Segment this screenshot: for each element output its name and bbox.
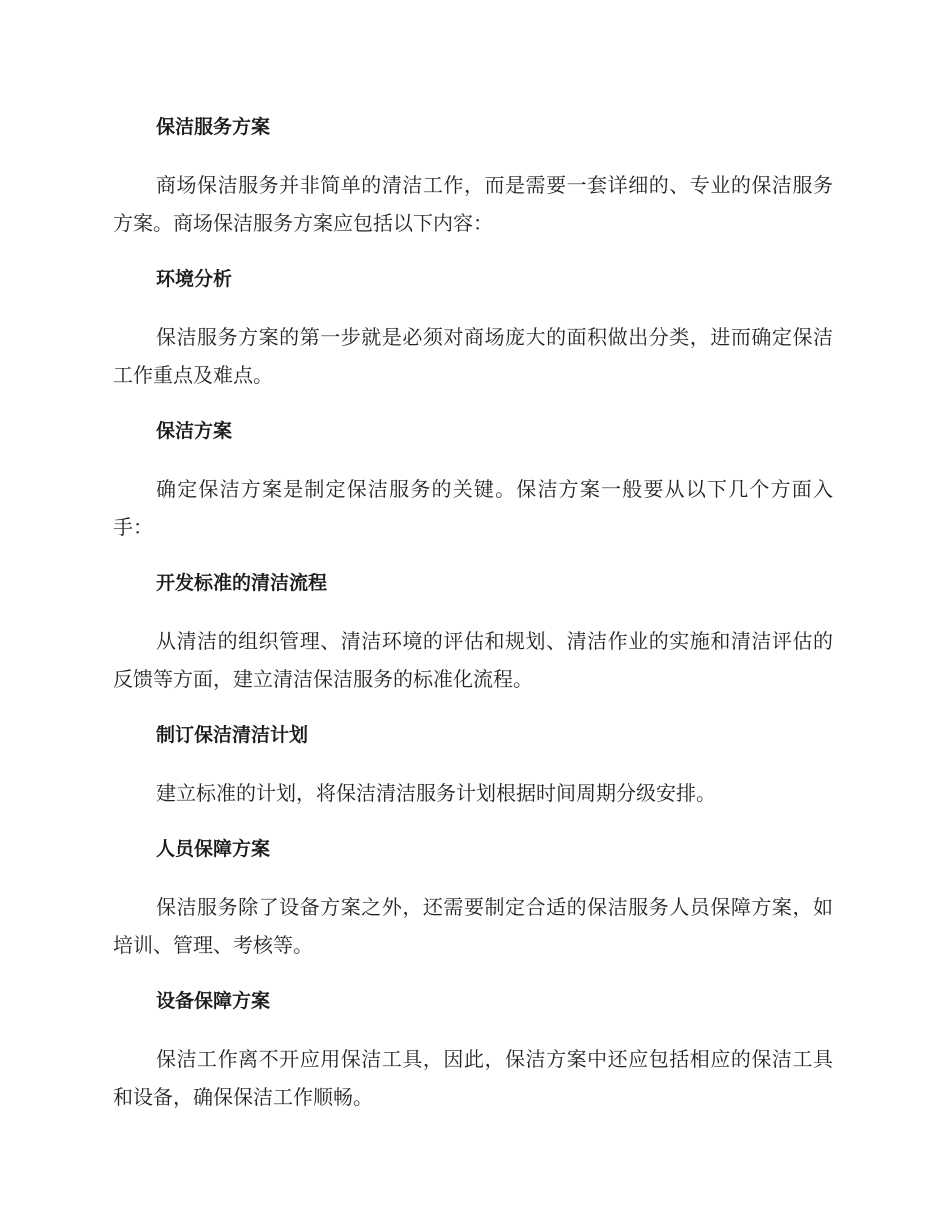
section-paragraph: 保洁工作离不开应用保洁工具，因此，保洁方案中还应包括相应的保洁工具和设备，确保保洁工作顺畅。 [113, 1047, 833, 1109]
section-staff-support [113, 830, 833, 964]
section-paragraph: 商场保洁服务并非简单的清洁工作，而是需要一套详细的、专业的保洁服务方案。商场保洁服务方案应包括以下内容： [113, 173, 833, 235]
section-heading: 开发标准的清洁流程 [156, 572, 328, 594]
section-paragraph: 建立标准的计划，将保洁清洁服务计划根据时间周期分级安排。 [156, 781, 716, 805]
section-environment-analysis [113, 260, 833, 394]
section-paragraph: 保洁服务除了设备方案之外，还需要制定合适的保洁服务人员保障方案，如培训、管理、考核等。 [113, 895, 833, 957]
section-cleaning-schedule [113, 716, 833, 812]
section-cleaning-plan [113, 412, 833, 546]
section-service-plan [113, 108, 833, 242]
section-heading: 环境分析 [156, 268, 233, 290]
section-heading: 保洁方案 [156, 420, 233, 442]
section-heading: 制订保洁清洁计划 [156, 724, 309, 746]
section-heading: 保洁服务方案 [156, 116, 271, 138]
section-heading: 人员保障方案 [156, 838, 271, 860]
section-paragraph: 确定保洁方案是制定保洁服务的关键。保洁方案一般要从以下几个方面入手： [113, 477, 833, 539]
section-paragraph: 从清洁的组织管理、清洁环境的评估和规划、清洁作业的实施和清洁评估的反馈等方面，建立清洁保洁服务的标准化流程。 [113, 629, 833, 691]
section-standard-process [113, 564, 833, 698]
section-heading: 设备保障方案 [156, 990, 271, 1012]
section-paragraph: 保洁服务方案的第一步就是必须对商场庞大的面积做出分类，进而确定保洁工作重点及难点。 [113, 325, 833, 387]
section-equipment-support [113, 982, 833, 1116]
document-content [113, 108, 833, 1134]
